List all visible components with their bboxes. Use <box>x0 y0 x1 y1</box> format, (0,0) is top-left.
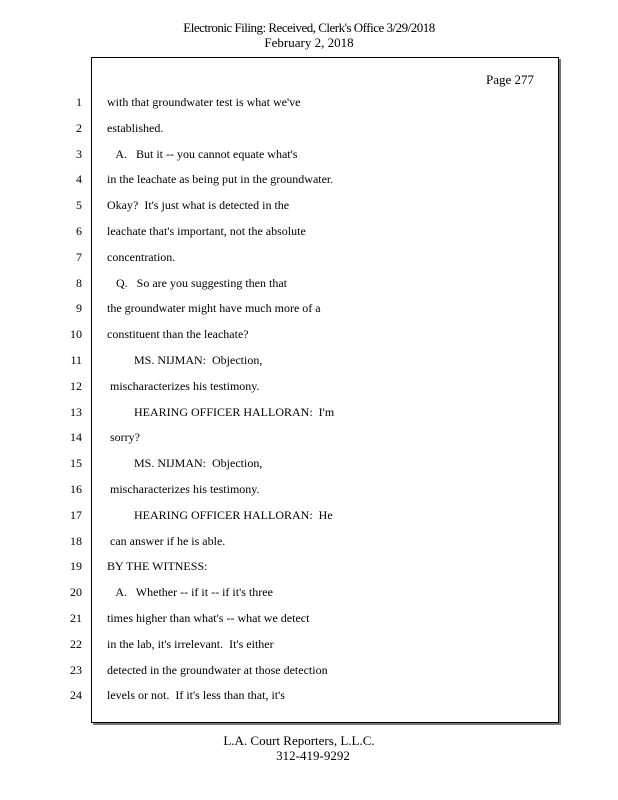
header-stamp <box>0 20 618 50</box>
reporter-company: L.A. Court Reporters, L.L.C. <box>223 733 375 748</box>
transcript-line: HEARING OFFICER HALLORAN: He <box>107 507 333 522</box>
transcript-line: can answer if he is able. <box>107 533 226 548</box>
transcript-line: A. Whether -- if it -- if it's three <box>107 585 273 600</box>
line-number: 2 <box>76 120 82 135</box>
line-number-column <box>60 94 82 713</box>
transcript-line: times higher than what's -- what we detect <box>107 610 310 625</box>
transcript-line: sorry? <box>107 430 140 445</box>
line-number: 16 <box>70 481 82 496</box>
transcript-line: constituent than the leachate? <box>107 327 249 342</box>
line-number: 22 <box>70 636 82 651</box>
line-number: 12 <box>70 378 82 393</box>
transcript-line: leachate that's important, not the absolute <box>107 223 306 238</box>
line-number: 17 <box>70 507 82 522</box>
transcript-line: levels or not. If it's less than that, it's <box>107 688 285 703</box>
transcript-line: established. <box>107 120 164 135</box>
line-number: 19 <box>70 559 82 574</box>
transcript-line: Q. So are you suggesting then that <box>107 275 287 290</box>
line-number: 15 <box>70 456 82 471</box>
transcript-line: concentration. <box>107 249 176 264</box>
line-number: 18 <box>70 533 82 548</box>
line-number: 23 <box>70 662 82 677</box>
transcript-line: Okay? It's just what is detected in the <box>107 198 290 213</box>
line-number: 20 <box>70 585 82 600</box>
transcript-line: HEARING OFFICER HALLORAN: I'm <box>107 404 335 419</box>
line-number: 9 <box>76 301 82 316</box>
transcript-line: mischaracterizes his testimony. <box>107 481 260 496</box>
transcript-line: detected in the groundwater at those detection <box>107 662 328 677</box>
line-number: 6 <box>76 223 82 238</box>
transcript-text <box>107 94 547 713</box>
transcript-line: MS. NIJMAN: Objection, <box>107 352 263 367</box>
line-number: 24 <box>70 688 82 703</box>
reporter-phone: 312-419-9292 <box>276 748 350 763</box>
line-number: 11 <box>70 352 82 367</box>
line-number: 5 <box>76 198 82 213</box>
transcript-date: February 2, 2018 <box>264 35 354 50</box>
line-number: 7 <box>76 249 82 264</box>
transcript-line: mischaracterizes his testimony. <box>107 378 260 393</box>
transcript-line: the groundwater might have much more of a <box>107 301 321 316</box>
transcript-line: BY THE WITNESS: <box>107 559 208 574</box>
transcript-line: in the leachate as being put in the groundwater. <box>107 172 334 187</box>
line-number: 1 <box>76 95 82 109</box>
transcript-line: with that groundwater test is what we've <box>107 95 301 109</box>
line-number: 13 <box>70 404 82 419</box>
line-number: 21 <box>70 610 82 625</box>
transcript-line: A. But it -- you cannot equate what's <box>107 146 298 161</box>
page-footer <box>0 733 618 763</box>
transcript-line: in the lab, it's irrelevant. It's either <box>107 636 274 651</box>
page-number: Page 277 <box>485 72 534 87</box>
line-number: 14 <box>70 430 82 445</box>
line-number: 3 <box>76 146 82 161</box>
line-number: 10 <box>70 327 82 342</box>
line-number: 8 <box>76 275 82 290</box>
transcript-line: MS. NIJMAN: Objection, <box>107 456 263 471</box>
filing-stamp: Electronic Filing: Received, Clerk's Office 3/29/2018 <box>183 20 435 35</box>
line-number: 4 <box>76 172 82 187</box>
